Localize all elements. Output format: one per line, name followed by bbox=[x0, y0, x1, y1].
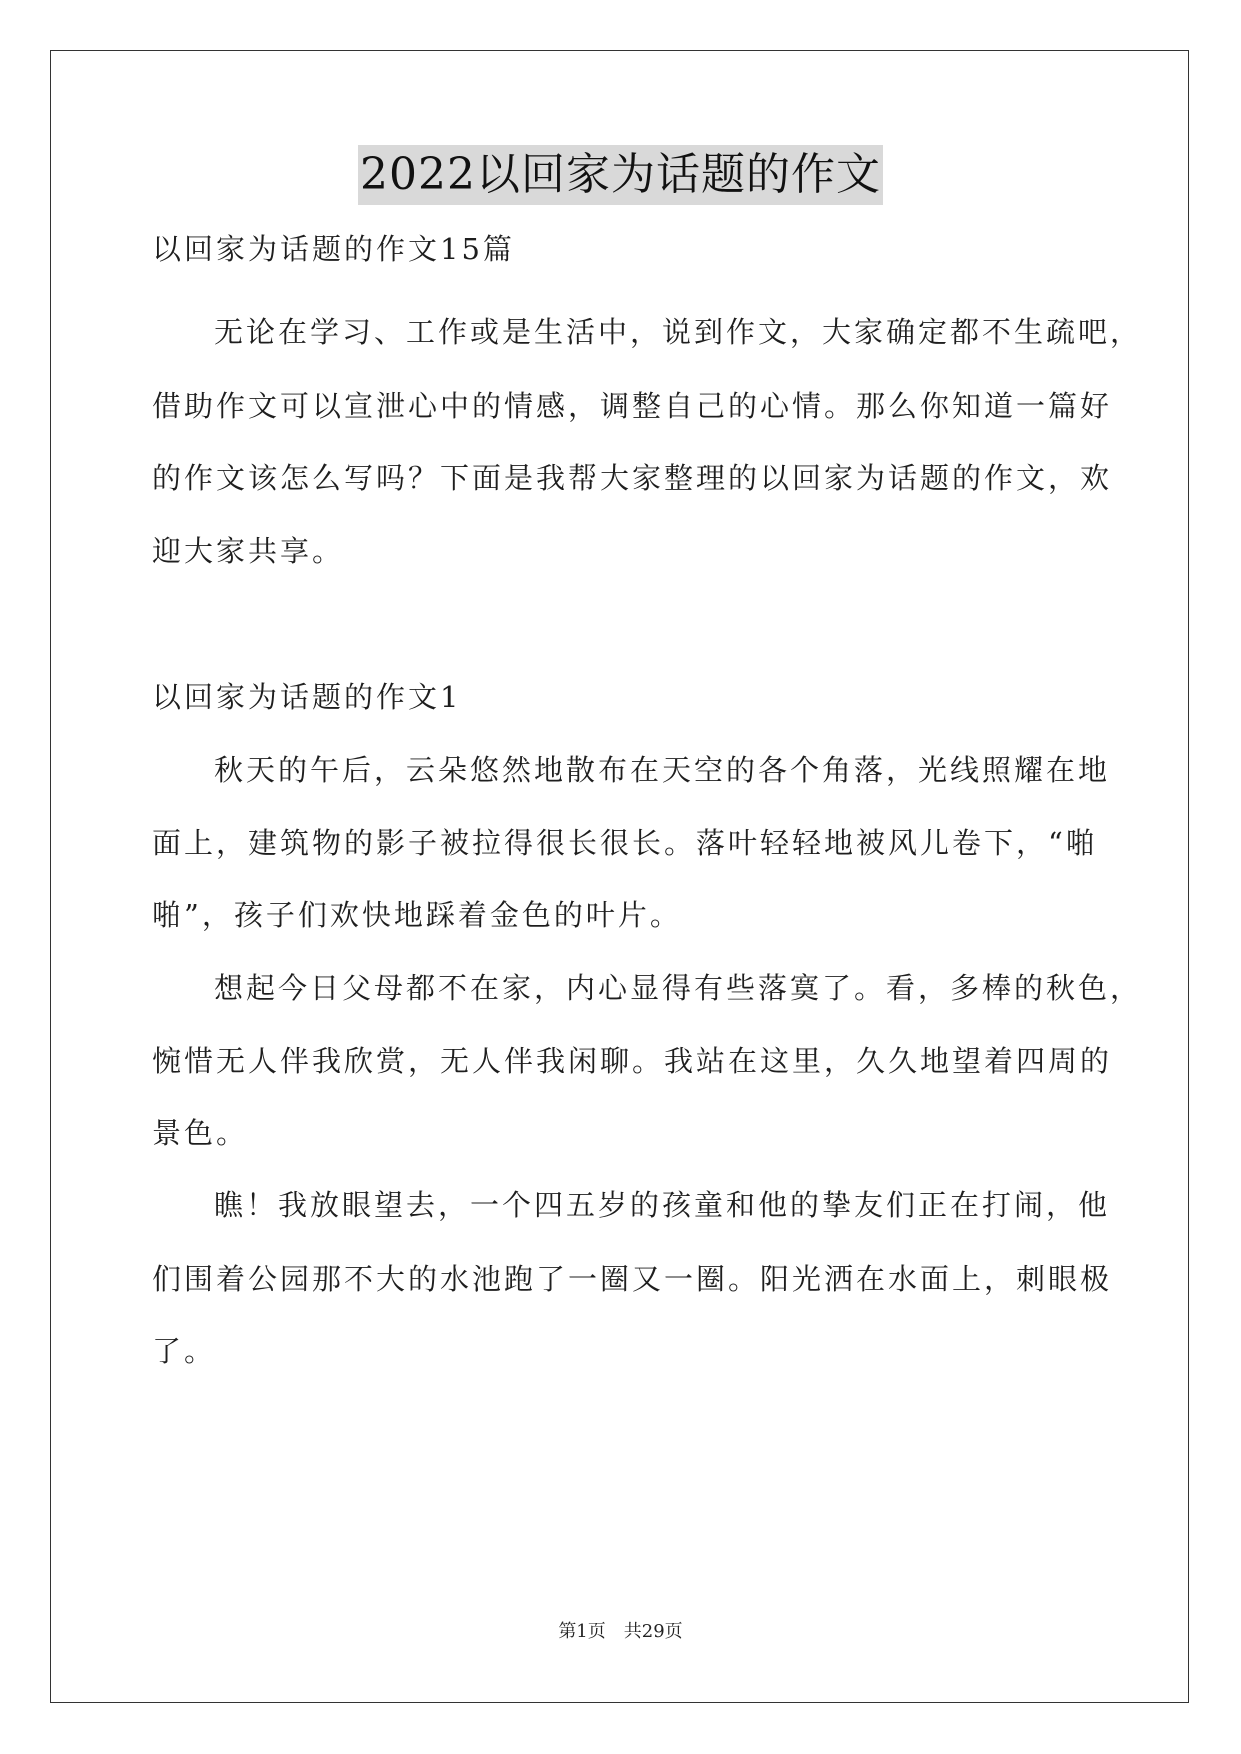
title-wrap bbox=[0, 145, 1241, 205]
page-number: 第1页 bbox=[558, 1621, 606, 1642]
page-footer bbox=[0, 1617, 1241, 1643]
body-line: 啪”，孩子们欢快地踩着金色的叶片。 bbox=[152, 898, 682, 932]
body-line: 景色。 bbox=[152, 1116, 249, 1150]
body-line: 借助作文可以宣泄心中的情感，调整自己的心情。那么你知道一篇好 bbox=[152, 389, 1113, 423]
body-line: 想起今日父母都不在家，内心显得有些落寞了。看，多棒的秋色， bbox=[214, 971, 1143, 1005]
body-line: 瞧！我放眼望去，一个四五岁的孩童和他的挚友们正在打闹，他 bbox=[214, 1188, 1111, 1222]
document-title: 2022以回家为话题的作文 bbox=[358, 145, 883, 205]
page-total: 共29页 bbox=[623, 1621, 683, 1642]
body-line: 秋天的午后，云朵悠然地散布在天空的各个角落，光线照耀在地 bbox=[214, 753, 1111, 787]
body-line: 惋惜无人伴我欣赏，无人伴我闲聊。我站在这里，久久地望着四周的 bbox=[152, 1044, 1113, 1078]
subtitle-line: 以回家为话题的作文15篇 bbox=[152, 232, 515, 266]
body-line: 们围着公园那不大的水池跑了一圈又一圈。阳光洒在水面上，刺眼极 bbox=[152, 1262, 1113, 1296]
body-line: 迎大家共享。 bbox=[152, 534, 345, 568]
section-heading: 以回家为话题的作文1 bbox=[152, 680, 462, 714]
body-line: 无论在学习、工作或是生活中，说到作文，大家确定都不生疏吧， bbox=[214, 315, 1143, 349]
body-line: 的作文该怎么写吗？下面是我帮大家整理的以回家为话题的作文，欢 bbox=[152, 461, 1113, 495]
page-frame bbox=[50, 50, 1189, 1703]
body-line: 面上，建筑物的影子被拉得很长很长。落叶轻轻地被风儿卷下，“啪 bbox=[152, 826, 1098, 860]
body-line: 了。 bbox=[152, 1334, 217, 1368]
